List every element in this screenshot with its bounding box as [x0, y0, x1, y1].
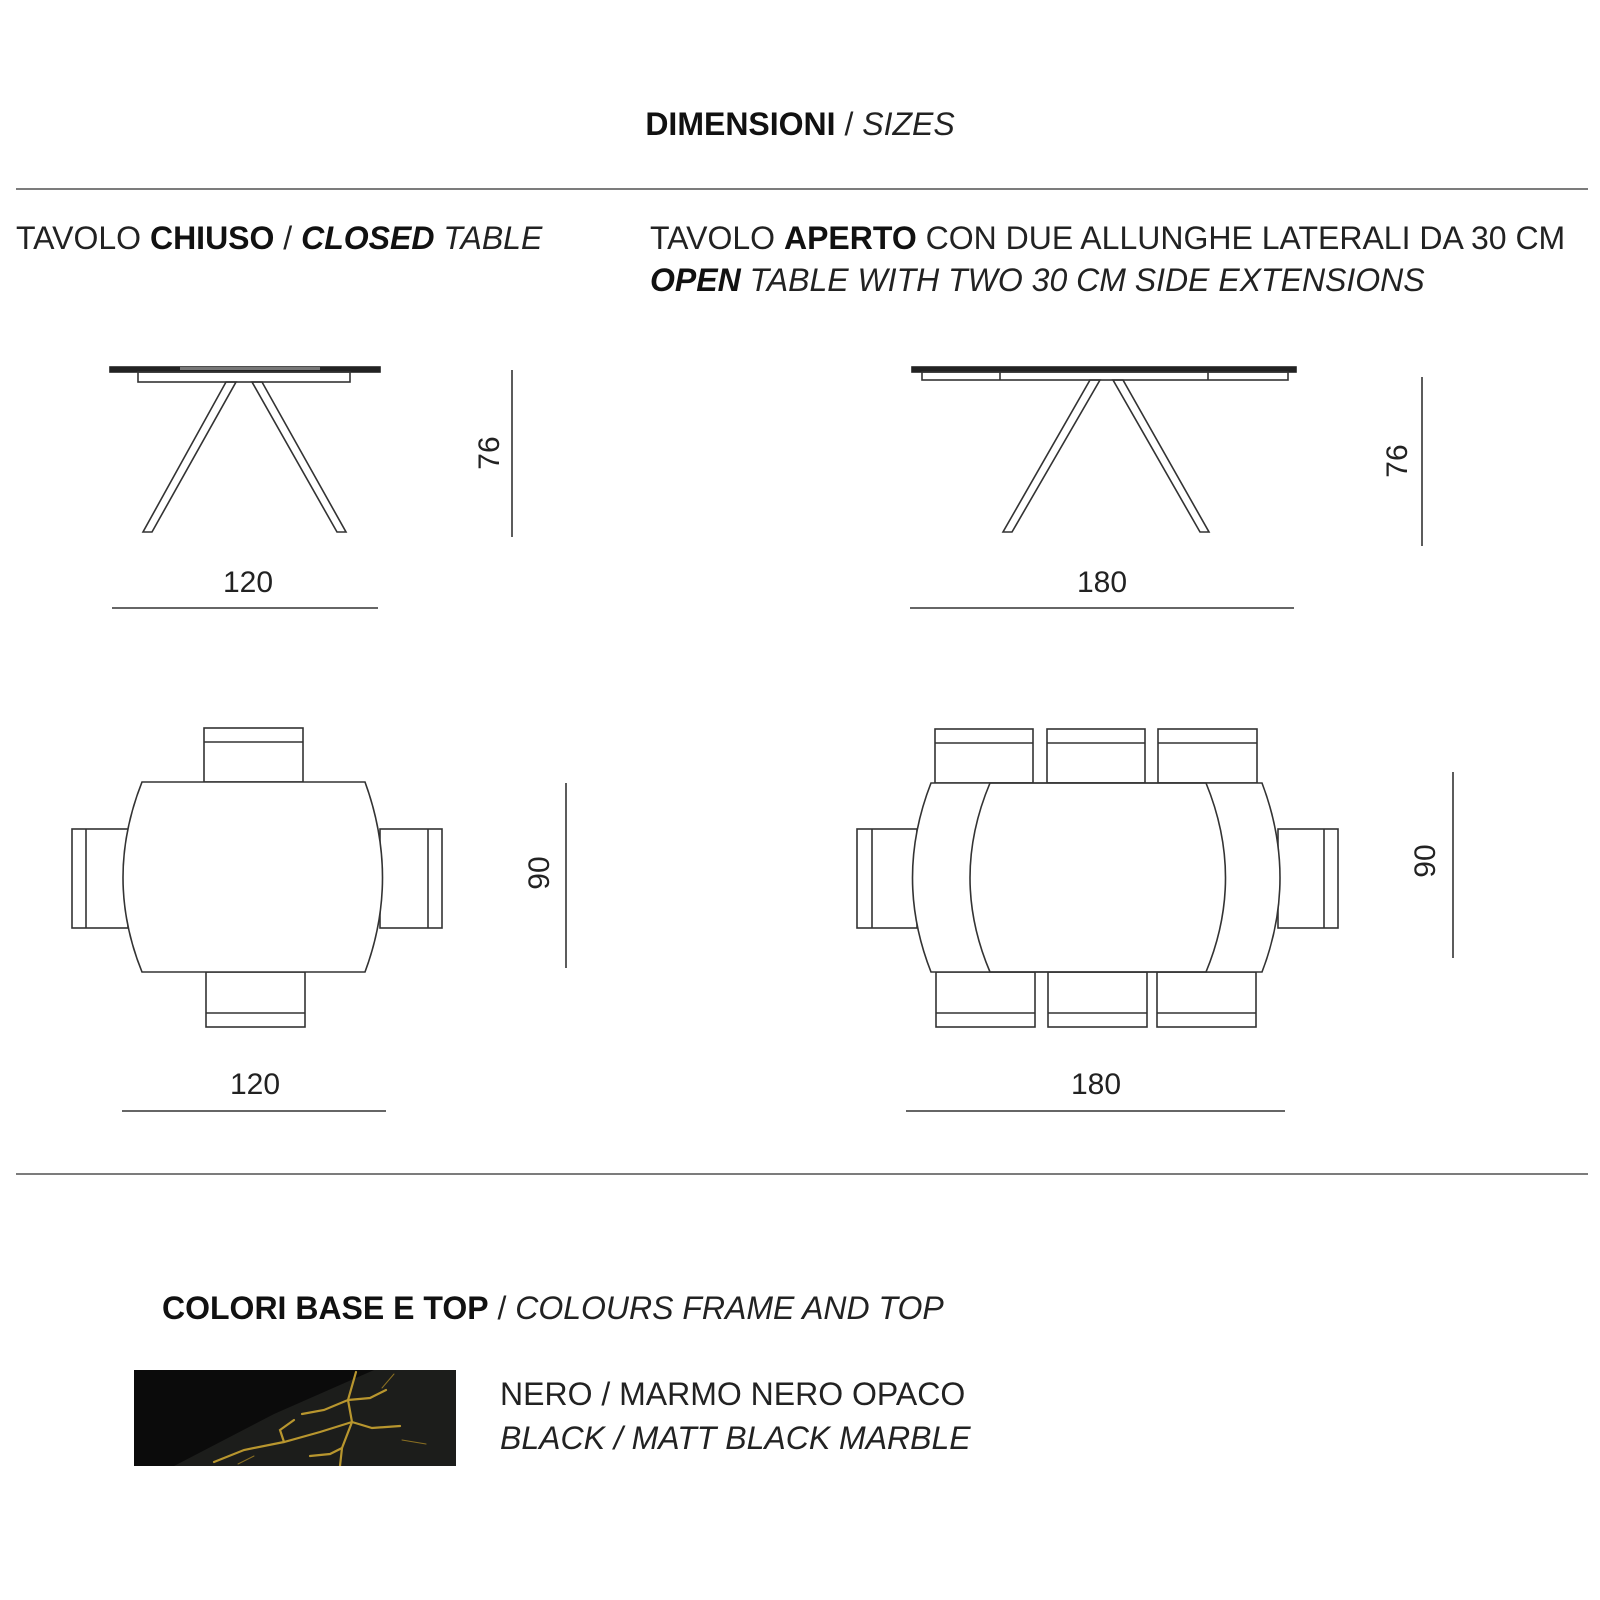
closed-prefix: TAVOLO	[16, 220, 150, 256]
open-chair-top-2	[1047, 729, 1145, 783]
open-italic: TABLE WITH TWO 30 CM SIDE EXTENSIONS	[740, 262, 1425, 298]
closed-separator: /	[274, 220, 302, 256]
color-name-italian: NERO / MARMO NERO OPACO	[500, 1376, 966, 1412]
closed-leg-right	[252, 382, 346, 532]
closed-chair-left	[72, 829, 128, 928]
closed-suffix: TABLE	[434, 220, 543, 256]
closed-side-width-label: 120	[222, 566, 274, 599]
title-separator: /	[835, 106, 863, 142]
black-marble-swatch	[134, 1370, 456, 1466]
open-plan-width-label: 180	[1070, 1068, 1122, 1101]
title-italic: SIZES	[862, 106, 955, 142]
open-chair-top-3	[1158, 729, 1257, 783]
colors-heading	[162, 1290, 944, 1327]
closed-chair-top	[204, 728, 303, 782]
open-suffix: CON DUE ALLUNGHE LATERALI DA 30 CM	[916, 220, 1566, 256]
open-bold: APERTO	[783, 220, 917, 256]
closed-tabletop	[123, 782, 383, 972]
closed-apron	[138, 372, 350, 382]
closed-top-insert	[180, 367, 320, 370]
open-chair-bottom-2	[1048, 972, 1147, 1027]
open-side-width-label: 180	[1076, 566, 1128, 599]
open-prefix: TAVOLO	[650, 220, 784, 256]
open-bold-italic: OPEN	[650, 262, 741, 298]
open-side-height-label: 76	[1381, 444, 1414, 478]
marble-vein-pattern	[134, 1370, 456, 1466]
closed-plan-width-label: 120	[229, 1068, 281, 1101]
closed-plan-depth-label: 90	[523, 856, 556, 890]
bottom-divider	[16, 1173, 1588, 1175]
closed-chair-right	[380, 829, 442, 928]
open-chair-bottom-3	[1157, 972, 1256, 1027]
title-bold: DIMENSIONI	[645, 106, 836, 142]
closed-plan-view	[72, 728, 566, 1111]
open-chair-right	[1278, 829, 1338, 928]
colors-heading-italic: COLOURS FRAME AND TOP	[515, 1290, 944, 1326]
closed-leg-left	[143, 382, 236, 532]
closed-side-height-label: 76	[473, 436, 506, 470]
closed-bold-italic: CLOSED	[301, 220, 435, 256]
open-plan-depth-label: 90	[1409, 844, 1442, 878]
colors-heading-separator: /	[488, 1290, 516, 1326]
open-leg-left	[1003, 380, 1100, 532]
open-chair-bottom-1	[936, 972, 1035, 1027]
closed-chair-bottom	[206, 972, 305, 1027]
color-name-english: BLACK / MATT BLACK MARBLE	[500, 1420, 971, 1456]
open-apron	[922, 372, 1288, 380]
open-chair-left	[857, 829, 917, 928]
colors-heading-bold: COLORI BASE E TOP	[162, 1290, 489, 1326]
open-leg-right	[1113, 380, 1209, 532]
closed-bold: CHIUSO	[149, 220, 275, 256]
open-chair-top-1	[935, 729, 1033, 783]
open-plan-view	[857, 729, 1453, 1111]
